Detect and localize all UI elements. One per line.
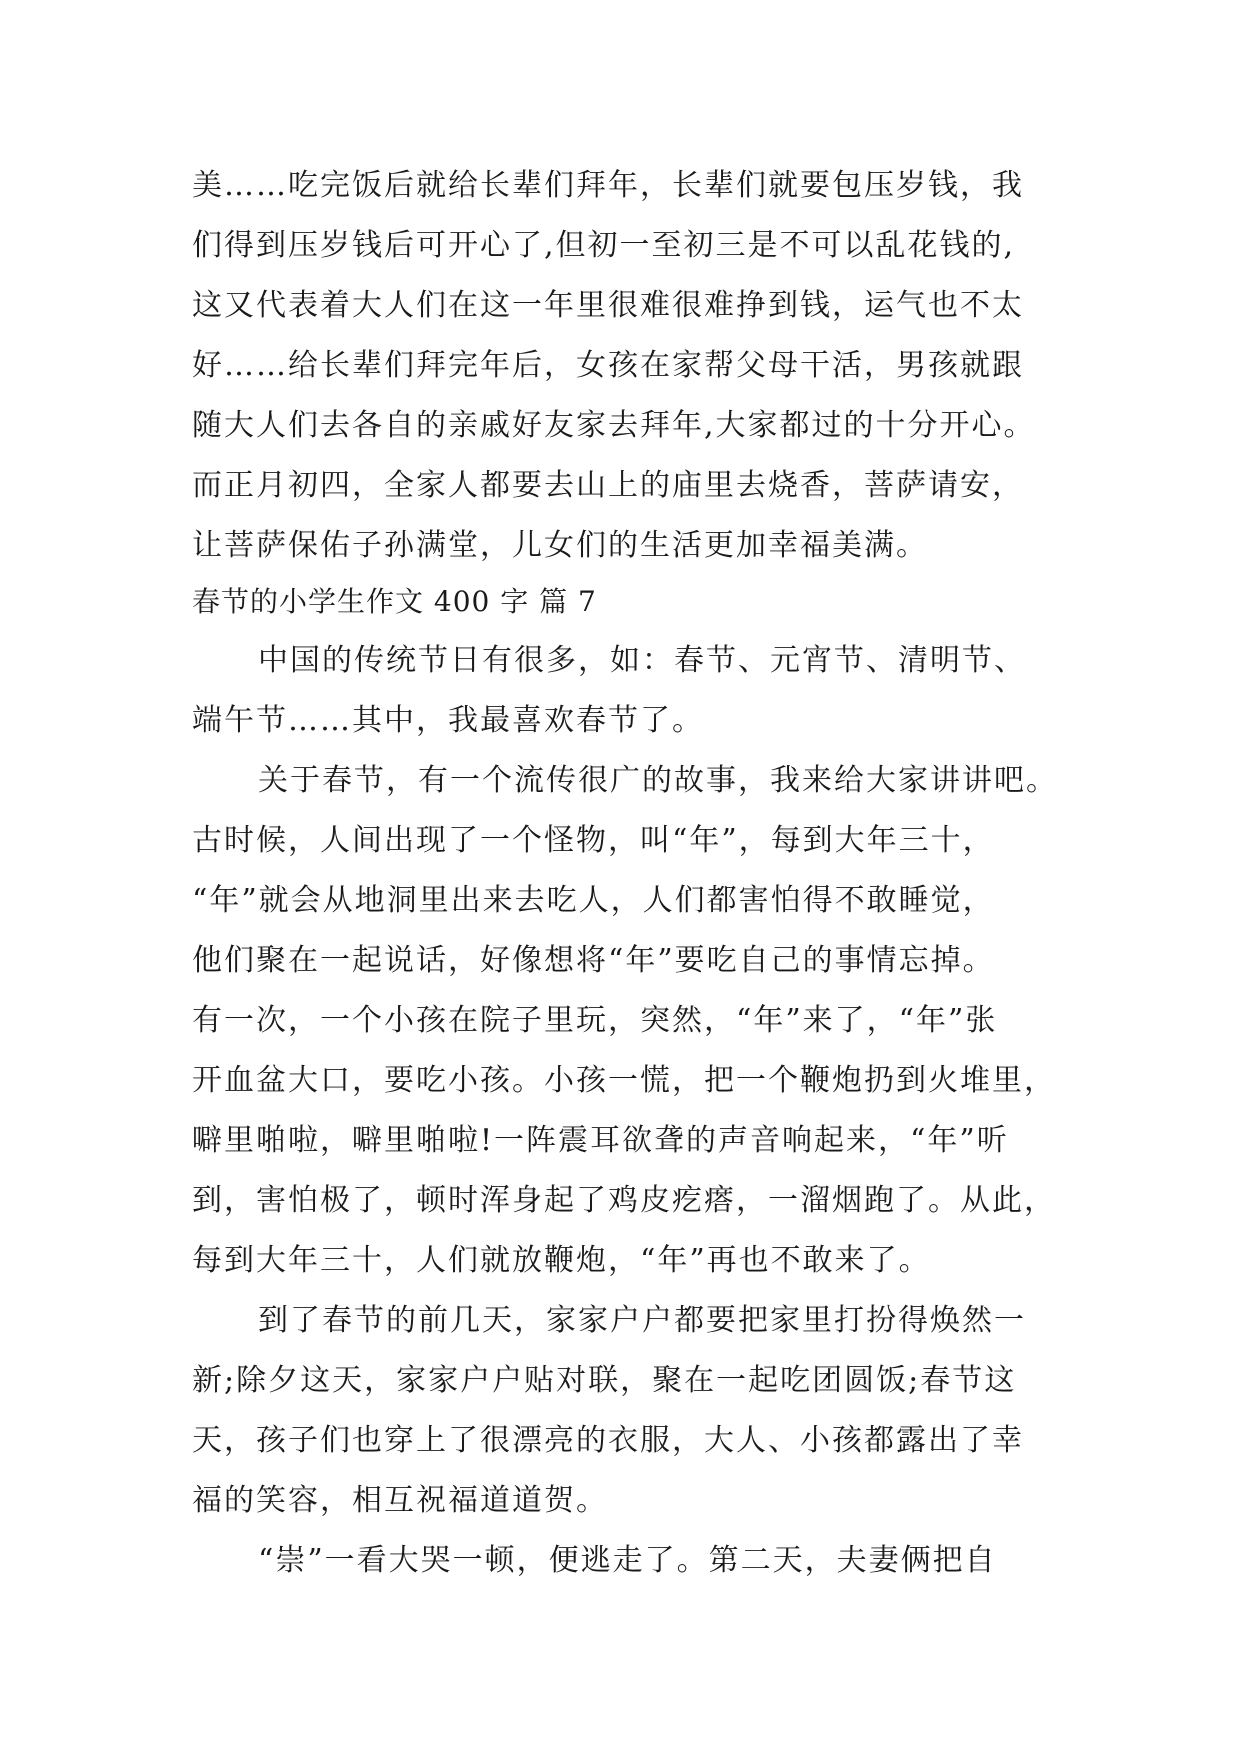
text-line: 噼里啪啦，噼里啪啦!一阵震耳欲聋的声音响起来，“年”听 bbox=[192, 1123, 1009, 1158]
paragraph-first-line: 关于春节，有一个流传很广的故事，我来给大家讲讲吧。 bbox=[258, 763, 1058, 798]
text-line: 这又代表着大人们在这一年里很难很难挣到钱，运气也不太 bbox=[192, 288, 1024, 323]
text-line: 到，害怕极了，顿时浑身起了鸡皮疙瘩，一溜烟跑了。从此， bbox=[192, 1183, 1056, 1218]
text-line: 而正月初四，全家人都要去山上的庙里去烧香，菩萨请安， bbox=[192, 468, 1024, 503]
paragraph-first-line: 到了春节的前几天，家家户户都要把家里打扮得焕然一 bbox=[258, 1303, 1026, 1338]
text-line: 开血盆大口，要吃小孩。小孩一慌，把一个鞭炮扔到火堆里， bbox=[192, 1063, 1056, 1098]
text-line: 美……吃完饭后就给长辈们拜年，长辈们就要包压岁钱，我 bbox=[192, 168, 1024, 203]
text-line: 端午节……其中，我最喜欢春节了。 bbox=[192, 703, 704, 738]
text-line: 新;除夕这天，家家户户贴对联，聚在一起吃团圆饭;春节这 bbox=[192, 1363, 1017, 1398]
paragraph-first-line: 中国的传统节日有很多，如：春节、元宵节、清明节、 bbox=[258, 643, 1026, 678]
text-line: 他们聚在一起说话，好像想将“年”要吃自己的事情忘掉。 bbox=[192, 943, 995, 978]
paragraph-first-line: “崇”一看大哭一顿，便逃走了。第二天，夫妻俩把自 bbox=[258, 1543, 997, 1578]
text-line: 有一次，一个小孩在院子里玩，突然，“年”来了，“年”张 bbox=[192, 1003, 998, 1038]
text-line: “年”就会从地洞里出来去吃人，人们都害怕得不敢睡觉， bbox=[192, 883, 995, 918]
text-line: 们得到压岁钱后可开心了,但初一至初三是不可以乱花钱的, bbox=[192, 228, 1016, 263]
text-line: 随大人们去各自的亲戚好友家去拜年,大家都过的十分开心。 bbox=[192, 408, 1036, 443]
text-line: 天，孩子们也穿上了很漂亮的衣服，大人、小孩都露出了幸 bbox=[192, 1423, 1024, 1458]
text-line: 好……给长辈们拜完年后，女孩在家帮父母干活，男孩就跟 bbox=[192, 348, 1024, 383]
text-line: 每到大年三十，人们就放鞭炮，“年”再也不敢来了。 bbox=[192, 1243, 931, 1278]
text-line: 福的笑容，相互祝福道道贺。 bbox=[192, 1483, 608, 1518]
section-heading: 春节的小学生作文 400 字 篇 7 bbox=[192, 585, 597, 618]
text-line: 让菩萨保佑子孙满堂，儿女们的生活更加幸福美满。 bbox=[192, 528, 928, 563]
text-line: 古时候，人间出现了一个怪物，叫“年”，每到大年三十， bbox=[192, 823, 995, 858]
